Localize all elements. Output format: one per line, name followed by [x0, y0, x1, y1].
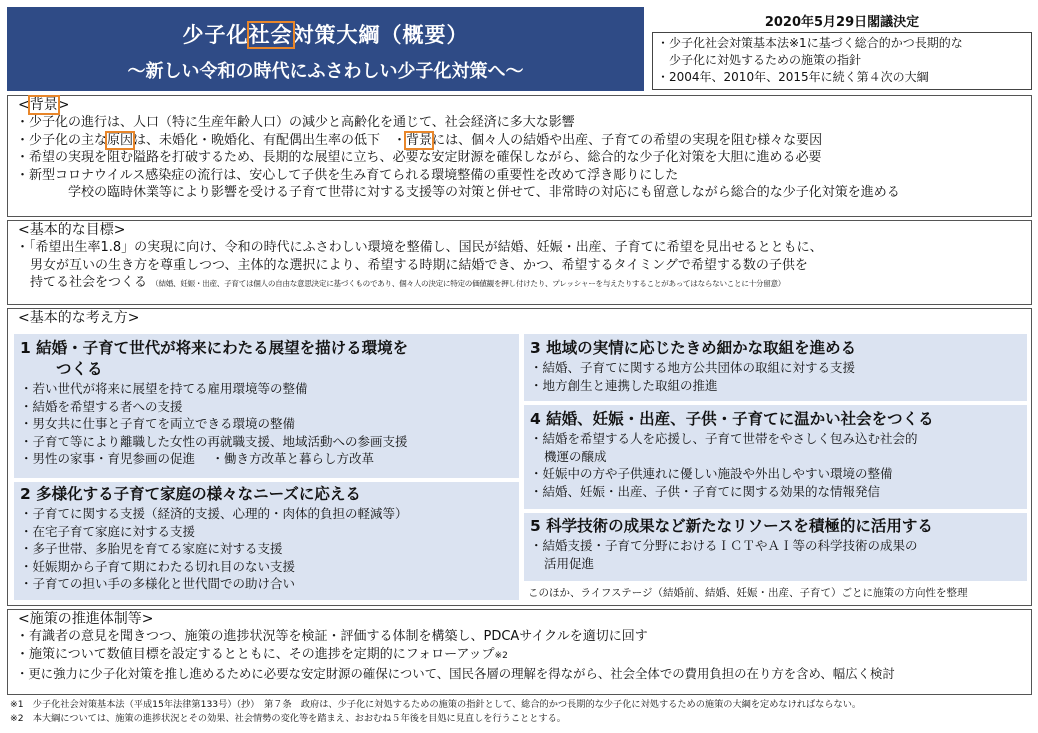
approach-section — [7, 308, 1032, 606]
promotion-line: ・有識者の意見を聞きつつ、施策の進捗状況等を検証・評価する体制を構築し、PDCAサイクルを適切に回す — [16, 629, 648, 644]
background-line: 学校の臨時休業等により影響を受ける子育て世帯に対する支援等の対策と併せて、非常時の対応にも留意しながら総合的な少子化対策を進める — [68, 185, 900, 200]
policy-5-title: 5 科学技術の成果など新たなリソースを積極的に活用する — [530, 517, 933, 535]
footnote: ※1 少子化社会対策基本法（平成15年法律第133号）（抄） 第７条 政府は、少子化に対処するための施策の指針として、総合的かつ長期的な少子化に対処するための施策の大綱を定めなければならない。 — [10, 699, 862, 710]
highlight-cause: 原因 — [107, 132, 134, 148]
background-title-word: 背景 — [29, 97, 58, 113]
page-subtitle: ～新しい令和の時代にふさわしい少子化対策へ～ — [127, 61, 524, 82]
goal-text: 持てる社会をつくる — [30, 275, 148, 290]
other-note: このほか、ライフステージ（結婚前、結婚、妊娠・出産、子育て）ごとに施策の方向性を整理 — [528, 587, 968, 599]
title-highlight: 社会 — [248, 23, 293, 47]
approach-title: <基本的な考え方> — [18, 310, 140, 326]
policy-item: ・結婚を希望する人を応援し、子育て世帯をやさしく包み込む社会的 — [530, 431, 918, 446]
text-part: は、未婚化・晩婚化、有配偶出生率の低下 ・ — [133, 132, 407, 148]
policy-item: ・子育てに関する支援（経済的支援、心理的・肉体的負担の軽減等） — [20, 506, 408, 521]
policy-4-title: 4 結婚、妊娠・出産、子供・子育てに温かい社会をつくる — [530, 410, 934, 428]
policy-4 — [524, 405, 1027, 509]
background-line: ・新型コロナウイルス感染症の流行は、安心して子供を生み育てられる環境整備の重要性を改めて浮き彫りにした — [16, 167, 679, 183]
promotion-line — [8, 646, 1031, 666]
policy-item: ・子育ての担い手の多様化と世代間での助け合い — [20, 576, 296, 591]
info-line: ・2004年、2010年、2015年に続く第４次の大綱 — [657, 70, 929, 84]
policy-item: ・結婚、子育てに関する地方公共団体の取組に対する支援 — [530, 360, 856, 375]
policy-3 — [524, 334, 1027, 401]
background-line: ・少子化の進行は、人口（特に生産年齢人口）の減少と高齢化を通じて、社会経済に多大な影響 — [16, 115, 575, 130]
promotion-section — [7, 609, 1032, 695]
background-line — [8, 132, 1031, 150]
background-title — [8, 96, 1031, 114]
policy-item: ・子育て等により離職した女性の再就職支援、地域活動への参画支援 — [20, 433, 408, 449]
policy-item: ・妊娠中の方や子供連れに優しい施設や外出しやすい環境の整備 — [530, 466, 893, 481]
info-line: ・少子化社会対策基本法※1に基づく総合的かつ長期的な — [657, 36, 963, 50]
background-section — [7, 95, 1032, 217]
goal-section — [7, 220, 1032, 305]
policy-5 — [524, 513, 1027, 581]
highlight-background: 背景 — [406, 132, 433, 148]
policy-item: ・地方創生と連携した取組の推進 — [530, 377, 718, 393]
info-line: 少子化に対処するための施策の指針 — [657, 53, 862, 67]
policy-item: ・結婚支援・子育て分野におけるＩＣＴやＡＩ等の科学技術の成果の — [530, 538, 918, 553]
policy-item: ・男性の家事・育児参画の促進 ・働き方改革と暮らし方改革 — [20, 451, 374, 466]
policy-item: 機運の醸成 — [544, 448, 607, 464]
goal-line: ・「希望出生率1.8」の実現に向け、令和の時代にふさわしい環境を整備し、国民が結婚、妊娠・出産、子育てに希望を見出せるとともに、 — [16, 240, 823, 255]
promotion-title: <施策の推進体制等> — [18, 611, 154, 627]
policy-1-title-cont: つくる — [56, 360, 103, 378]
policy-item: ・男女共に仕事と子育てを両立できる環境の整備 — [20, 416, 296, 431]
promotion-line: ・更に強力に少子化対策を推し進めるために必要な安定財源の確保について、国民各層の理解を得ながら、社会全体での費用負担の在り方を含め、幅広く検討 — [16, 666, 895, 681]
policy-item: ・若い世代が将来に展望を持てる雇用環境等の整備 — [20, 381, 308, 396]
policy-3-title: 3 地域の実情に応じたきめ細かな取組を進める — [530, 339, 857, 357]
promotion-note-ref: ※2 — [494, 650, 508, 661]
page-title — [7, 19, 644, 49]
goal-title: <基本的な目標> — [18, 222, 126, 238]
policy-item: ・在宅子育て家庭に対する支援 — [20, 523, 196, 539]
goal-line: 男女が互いの生き方を尊重しつつ、主体的な選択により、希望する時期に結婚でき、かつ、希望するタイミングで希望する数の子供を — [30, 257, 808, 273]
goal-line — [8, 274, 1031, 293]
promotion-text: ・施策について数値目標を設定するとともに、その進捗を定期的にフォローアップ — [16, 646, 495, 662]
policy-item: 活用促進 — [544, 555, 595, 571]
text-part: ・少子化の主な — [16, 132, 108, 148]
bracket: > — [57, 97, 70, 113]
policy-1 — [14, 334, 519, 478]
policy-2-title: 2 多様化する子育て家庭の様々なニーズに応える — [20, 485, 361, 503]
footnotes — [10, 698, 1030, 726]
background-line: ・希望の実現を阻む隘路を打破するため、長期的な展望に立ち、必要な安定財源を確保しながら、総合的な少子化対策を大胆に進める必要 — [16, 150, 822, 165]
policy-2 — [14, 482, 519, 600]
info-box — [652, 32, 1032, 90]
bracket: < — [18, 97, 30, 113]
title-part: 対策大綱（概要） — [292, 23, 469, 47]
policy-item: ・結婚、妊娠・出産、子供・子育てに関する効果的な情報発信 — [530, 483, 881, 499]
header-banner — [7, 7, 644, 91]
footnote: ※2 本大綱については、施策の進捗状況とその効果、社会情勢の変化等を踏まえ、おおむね５年後を目処に見直しを行うこととする。 — [10, 713, 566, 724]
goal-note: （結婚、妊娠・出産、子育ては個人の自由な意思決定に基づくものであり、個々人の決定に特定の価値観を押し付けたり、プレッシャーを与えたりすることがあってはならないことに十分留意） — [151, 279, 786, 288]
policy-1-title: 1 結婚・子育て世代が将来にわたる展望を描ける環境を — [20, 339, 409, 357]
policy-item: ・結婚を希望する者への支援 — [20, 398, 183, 414]
policy-item: ・妊娠期から子育て期にわたる切れ目のない支援 — [20, 558, 296, 574]
decision-date: 2020年5月29日閣議決定 — [764, 15, 920, 30]
policy-item: ・多子世帯、多胎児を育てる家庭に対する支援 — [20, 541, 283, 556]
text-part: には、個々人の結婚や出産、子育ての希望の実現を阻む様々な要因 — [432, 132, 823, 148]
title-part: 少子化 — [182, 23, 249, 47]
header-info — [652, 7, 1032, 91]
